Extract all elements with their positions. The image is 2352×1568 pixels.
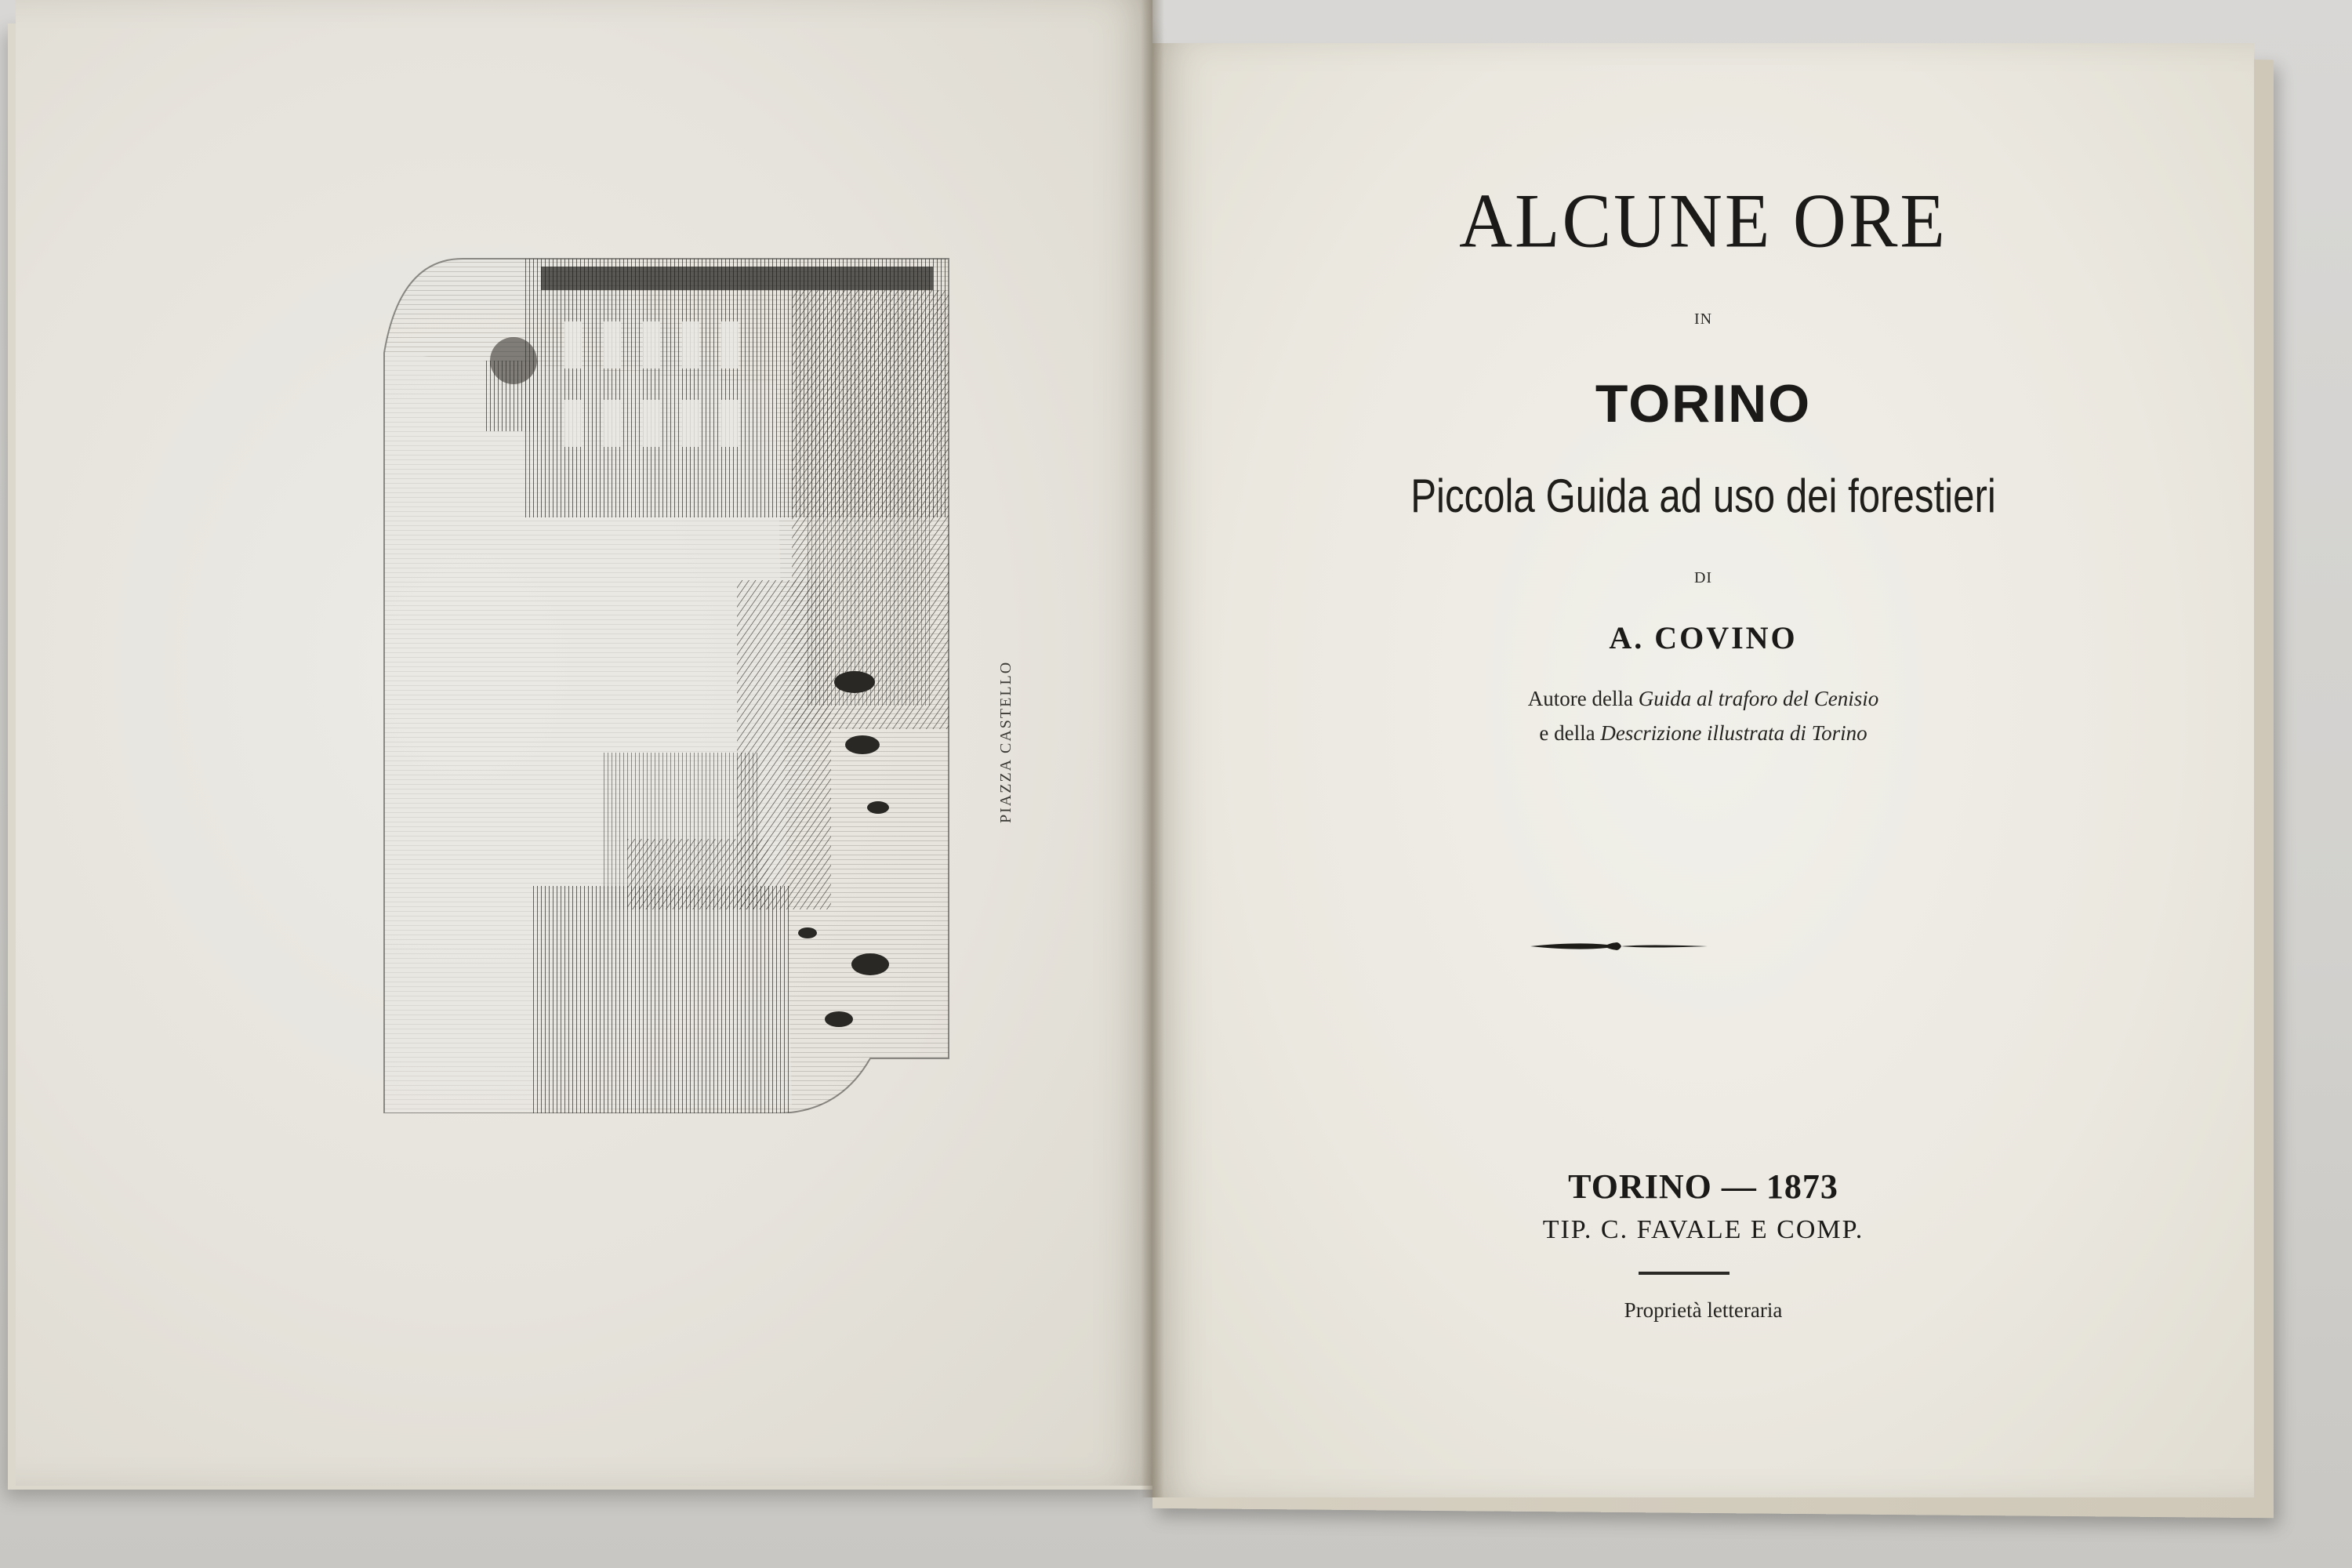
credit-2-prefix: e della <box>1539 721 1595 745</box>
rights-notice: Proprietà letteraria <box>1624 1298 1783 1322</box>
byline-connector-di: DI <box>1693 569 1713 586</box>
imprint-place-date: TORINO — 1873 <box>1568 1167 1838 1206</box>
title-city: TORINO <box>1595 374 1812 434</box>
book-subtitle: Piccola Guida ad uso dei forestieri <box>1410 470 1996 522</box>
ornament-divider <box>1529 937 1709 956</box>
imprint-printer: TIP. C. FAVALE E COMP. <box>1542 1215 1864 1244</box>
engraving-illustration <box>368 243 988 1113</box>
book-title: ALCUNE ORE <box>1459 178 1947 264</box>
title-connector-in: IN <box>1693 310 1713 328</box>
author-credit-line-2 <box>1152 721 2254 746</box>
credit-2-work: Descrizione illustrata di Torino <box>1600 721 1867 745</box>
author-credit-line-1 <box>1152 687 2254 711</box>
credit-1-work: Guida al traforo del Cenisio <box>1638 687 1879 710</box>
imprint-rule <box>1639 1272 1730 1275</box>
illustration-caption: PIAZZA CASTELLO <box>997 660 1014 823</box>
credit-1-prefix: Autore della <box>1527 687 1633 710</box>
author-name: A. COVINO <box>1609 620 1798 655</box>
